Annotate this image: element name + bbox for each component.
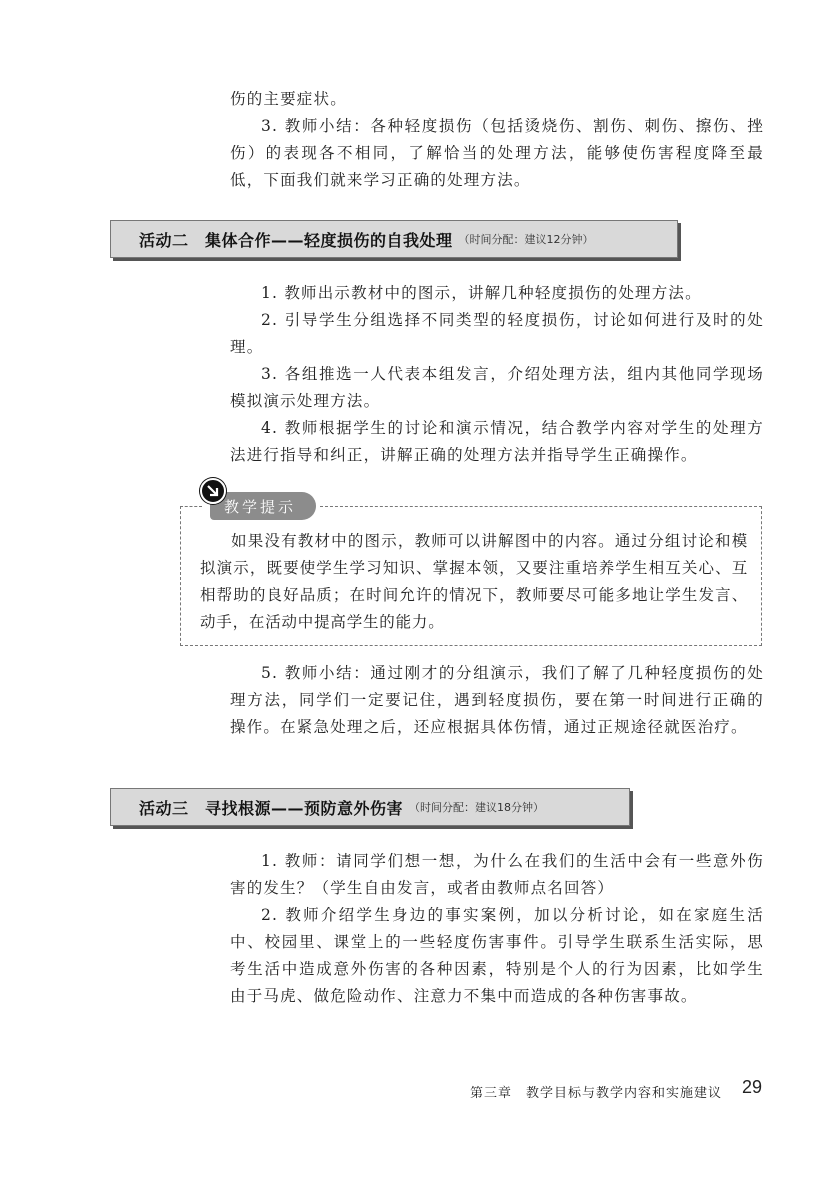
activity-three-title: 活动三 寻找根源——预防意外伤害 (139, 798, 404, 818)
activity-two-time: （时间分配：建议12分钟） (458, 233, 594, 246)
activity-three-item-2: 2. 教师介绍学生身边的事实案例，加以分析讨论，如在家庭生活中、校园里、课堂上的一些轻度伤害事件。引导学生联系生活实际，思考生活中造成意外伤害的各种因素，特别是个人的行为因素，比如学生由于马虎、做危险动作、注意力不集中而造成的各种伤害事故。 (230, 906, 764, 1005)
teaching-tip-label: 教学提示 (210, 492, 316, 520)
activity-two-summary: 5. 教师小结：通过刚才的分组演示，我们了解了几种轻度损伤的处理方法，同学们一定要记住，遇到轻度损伤，要在第一时间进行正确的操作。在紧急处理之后，还应根据具体伤情，通过正规途径就医治疗。 (230, 664, 764, 736)
teaching-tip-text: 如果没有教材中的图示，教师可以讲解图中的内容。通过分组讨论和模拟演示，既要使学生学习知识、掌握本领，又要注重培养学生相互关心、互相帮助的良好品质；在时间允许的情况下，教师要尽可能多地让学生发言、动手，在活动中提高学生的能力。 (200, 532, 748, 631)
activity-two-item-3: 3. 各组推选一人代表本组发言，介绍处理方法，组内其他同学现场模拟演示处理方法。 (230, 365, 764, 410)
page-number: 29 (742, 1077, 763, 1097)
activity-two-title: 活动二 集体合作——轻度损伤的自我处理 (139, 230, 453, 250)
activity-two-item-1: 1. 教师出示教材中的图示，讲解几种轻度损伤的处理方法。 (261, 284, 702, 302)
activity-two-item-4: 4. 教师根据学生的讨论和演示情况，结合教学内容对学生的处理方法进行指导和纠正，讲解正确的处理方法并指导学生正确操作。 (230, 419, 764, 464)
activity-two-banner (110, 220, 678, 258)
activity-three-banner (110, 788, 630, 826)
arrow-down-right-icon (200, 478, 226, 504)
chapter-footer: 第三章 教学目标与教学内容和实施建议 (470, 1086, 723, 1101)
activity-two-item-2: 2. 引导学生分组选择不同类型的轻度损伤，讨论如何进行及时的处理。 (230, 311, 764, 356)
activity-three-item-1: 1. 教师：请同学们想一想，为什么在我们的生活中会有一些意外伤害的发生？（学生自由发言，或者由教师点名回答） (230, 852, 764, 897)
teacher-summary-paragraph: 3. 教师小结：各种轻度损伤（包括烫烧伤、割伤、刺伤、擦伤、挫伤）的表现各不相同，了解恰当的处理方法，能够使伤害程度降至最低，下面我们就来学习正确的处理方法。 (230, 117, 764, 189)
paragraph-continuation: 伤的主要症状。 (230, 90, 347, 108)
activity-three-time: （时间分配：建议18分钟） (409, 801, 545, 814)
